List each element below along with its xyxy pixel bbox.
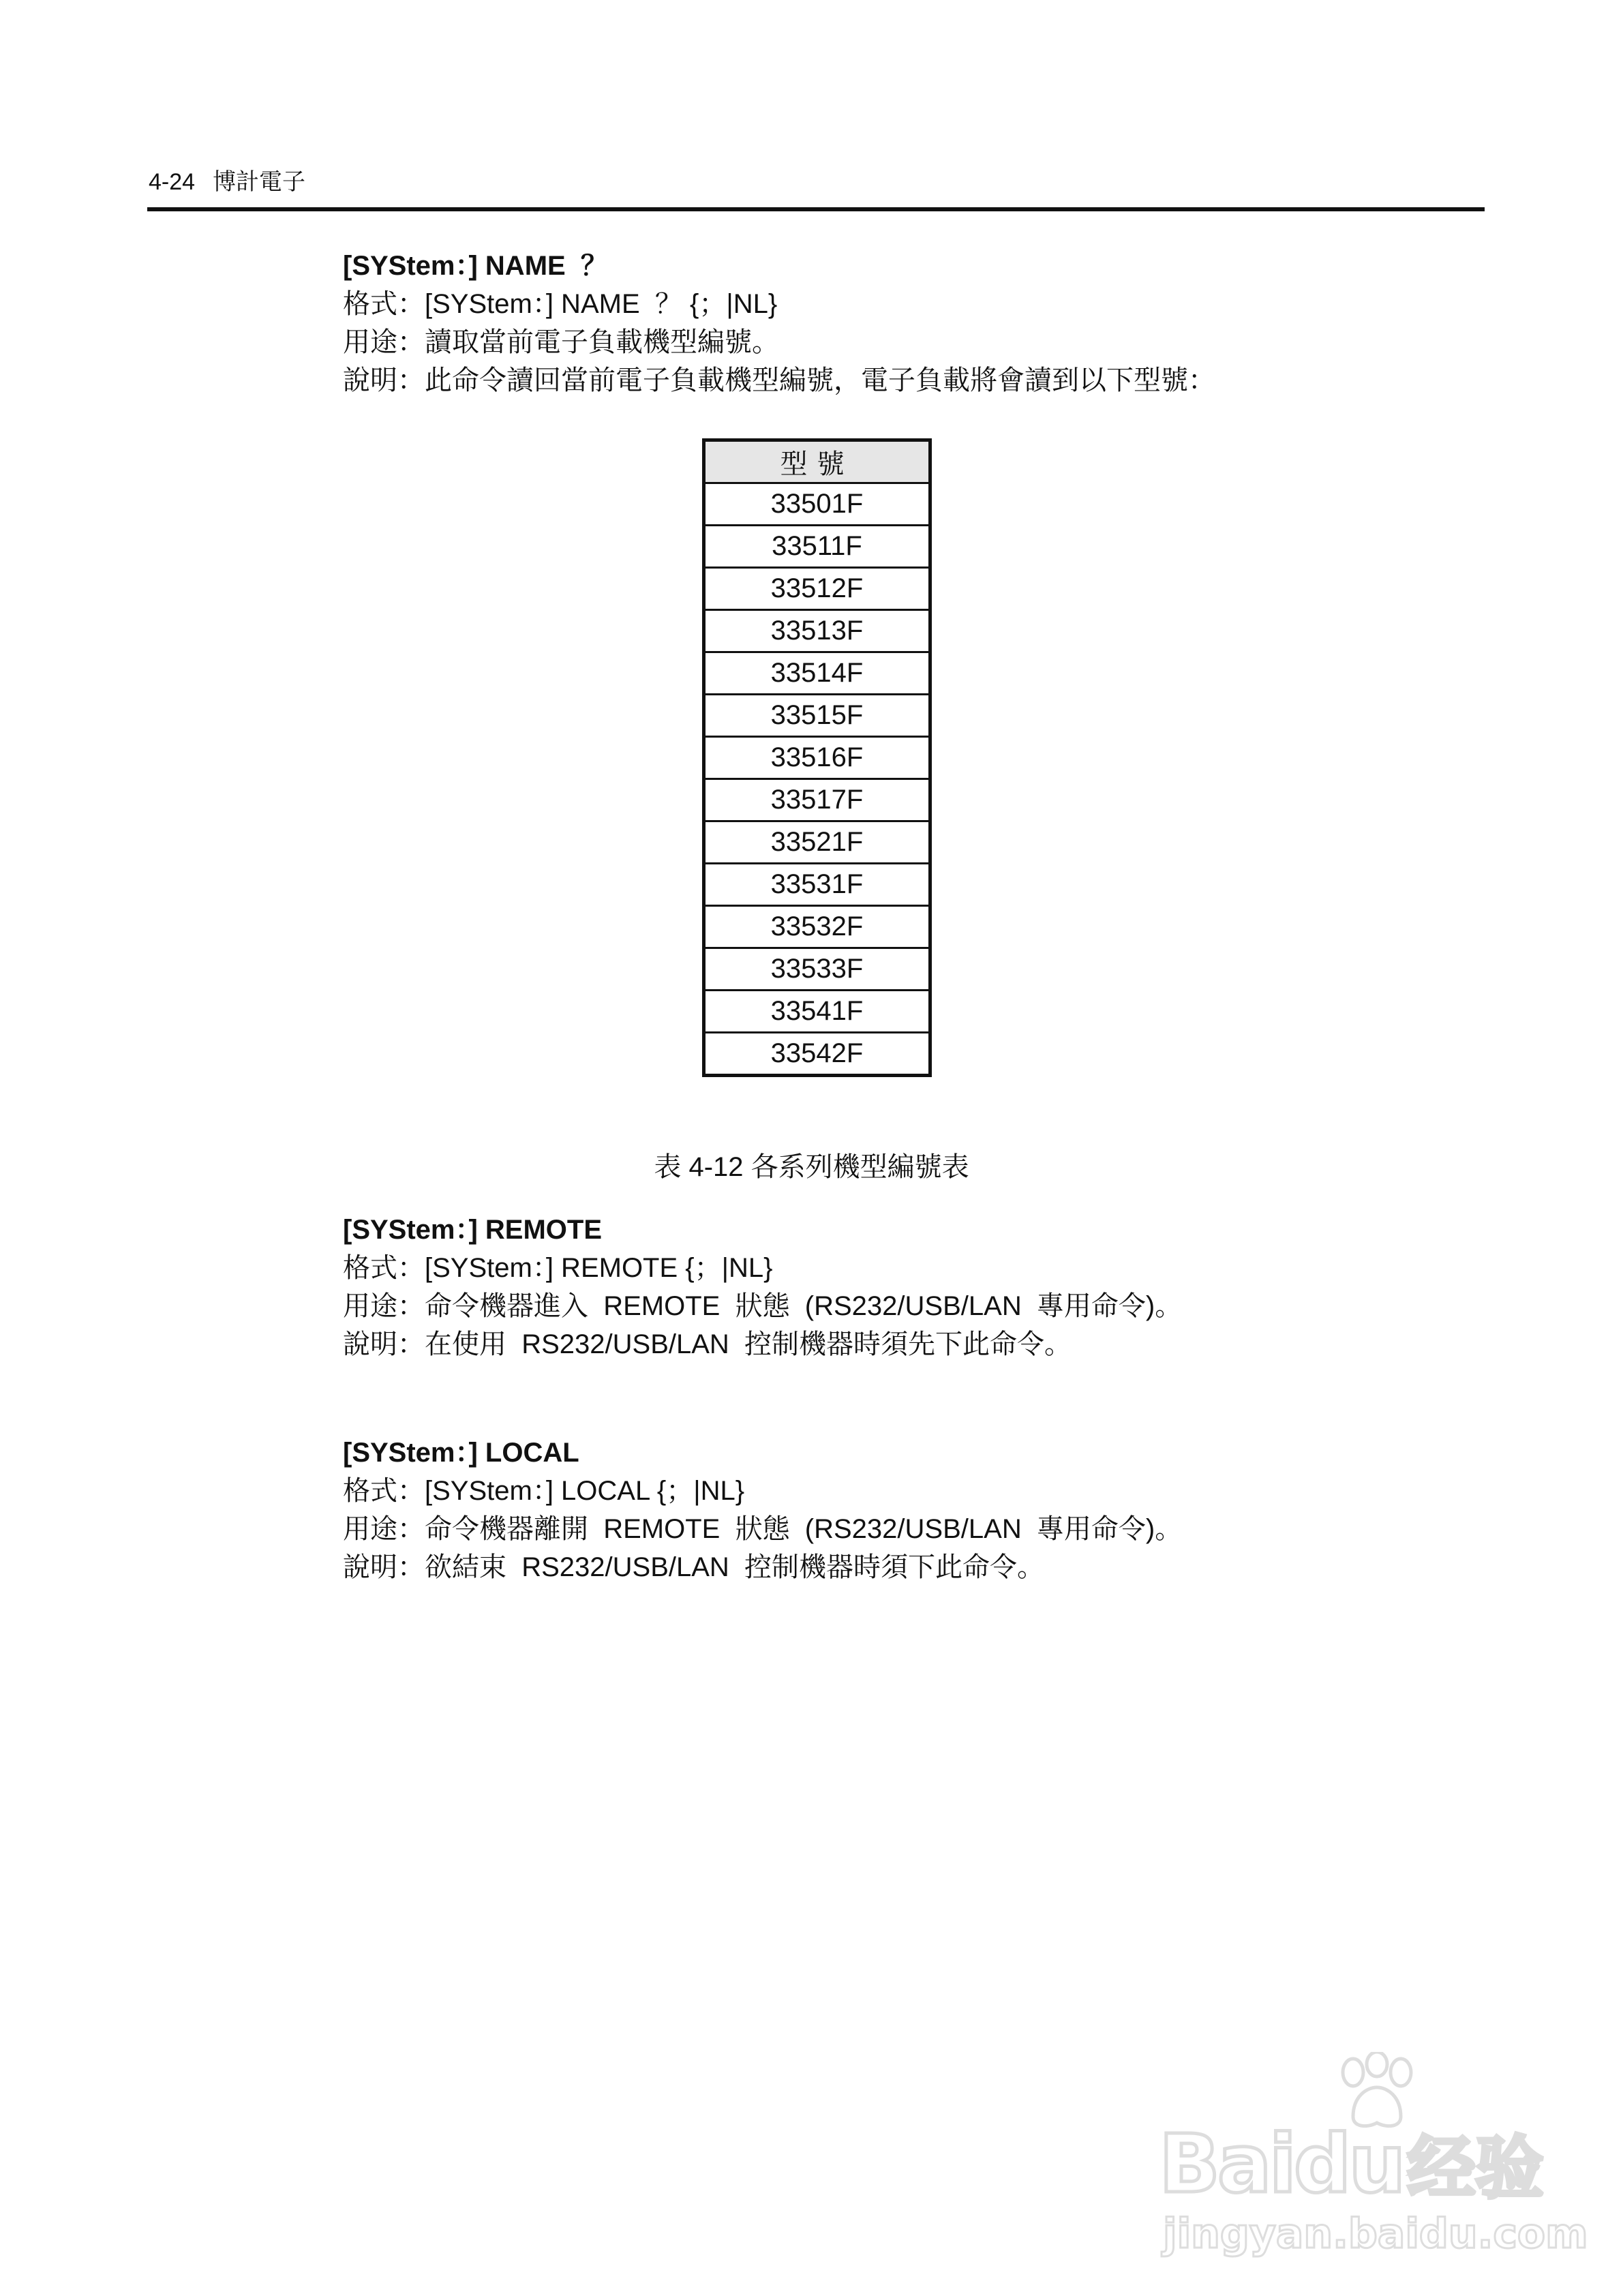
model-cell: 33513F <box>704 610 930 652</box>
command-title: [SYStem：] NAME ？ <box>343 251 608 281</box>
table-row <box>704 779 930 821</box>
format-line: 格式：[SYStem：] REMOTE {；|NL} <box>343 1253 773 1283</box>
table-row <box>704 948 930 991</box>
model-cell: 33501F <box>704 483 930 526</box>
table-row <box>704 652 930 695</box>
command-title: [SYStem：] LOCAL <box>343 1438 579 1468</box>
page-header <box>149 170 305 194</box>
table-row <box>704 906 930 948</box>
command-title: [SYStem：] REMOTE <box>343 1215 603 1245</box>
table-row <box>704 1033 930 1076</box>
table-caption: 表 4-12 各系列機型編號表 <box>654 1152 969 1182</box>
description-line: 說明：此命令讀回當前電子負載機型編號，電子負載將會讀到以下型號： <box>343 365 1215 395</box>
table-row <box>704 821 930 864</box>
purpose-line: 用途：讀取當前電子負載機型編號。 <box>343 327 779 357</box>
table-row <box>704 695 930 737</box>
model-cell: 33531F <box>704 864 930 906</box>
model-cell: 33533F <box>704 948 930 991</box>
purpose-line: 用途：命令機器進入 REMOTE 狀態 (RS232/USB/LAN 專用命令)。 <box>343 1291 1183 1321</box>
table-row <box>704 864 930 906</box>
model-cell: 33517F <box>704 779 930 821</box>
model-cell: 33542F <box>704 1033 930 1076</box>
model-cell: 33521F <box>704 821 930 864</box>
table-row <box>704 526 930 568</box>
table-row <box>704 991 930 1033</box>
format-line: 格式：[SYStem：] NAME ？ {；|NL} <box>343 289 778 319</box>
model-cell: 33541F <box>704 991 930 1033</box>
section-system-local <box>343 1434 1182 1586</box>
description-line: 說明：在使用 RS232/USB/LAN 控制機器時須先下此命令。 <box>343 1329 1072 1359</box>
table-header-row <box>704 440 930 483</box>
model-cell: 33514F <box>704 652 930 695</box>
model-cell: 33516F <box>704 737 930 779</box>
table-header: 型號 <box>704 440 930 483</box>
page-number: 4-24 <box>149 169 196 195</box>
format-line: 格式：[SYStem：] LOCAL {；|NL} <box>343 1476 745 1506</box>
header-rule <box>147 207 1485 211</box>
model-table <box>702 438 932 1077</box>
purpose-line: 用途：命令機器離開 REMOTE 狀態 (RS232/USB/LAN 專用命令)。 <box>343 1514 1183 1544</box>
table-row <box>704 737 930 779</box>
section-system-name <box>343 247 1215 399</box>
watermark-url: jingyan.baidu.com <box>1163 2210 1588 2258</box>
watermark-brand: Baidu经验 <box>1159 2117 1544 2211</box>
model-cell: 33515F <box>704 695 930 737</box>
table-row <box>704 568 930 610</box>
section-system-remote <box>343 1211 1182 1363</box>
description-line: 說明：欲結束 RS232/USB/LAN 控制機器時須下此命令。 <box>343 1552 1045 1582</box>
table-row <box>704 610 930 652</box>
model-cell: 33511F <box>704 526 930 568</box>
baidu-jingyan-watermark <box>1159 2052 1588 2258</box>
model-cell: 33512F <box>704 568 930 610</box>
model-cell: 33532F <box>704 906 930 948</box>
table-row <box>704 483 930 526</box>
company-name: 博計電子 <box>213 169 306 195</box>
